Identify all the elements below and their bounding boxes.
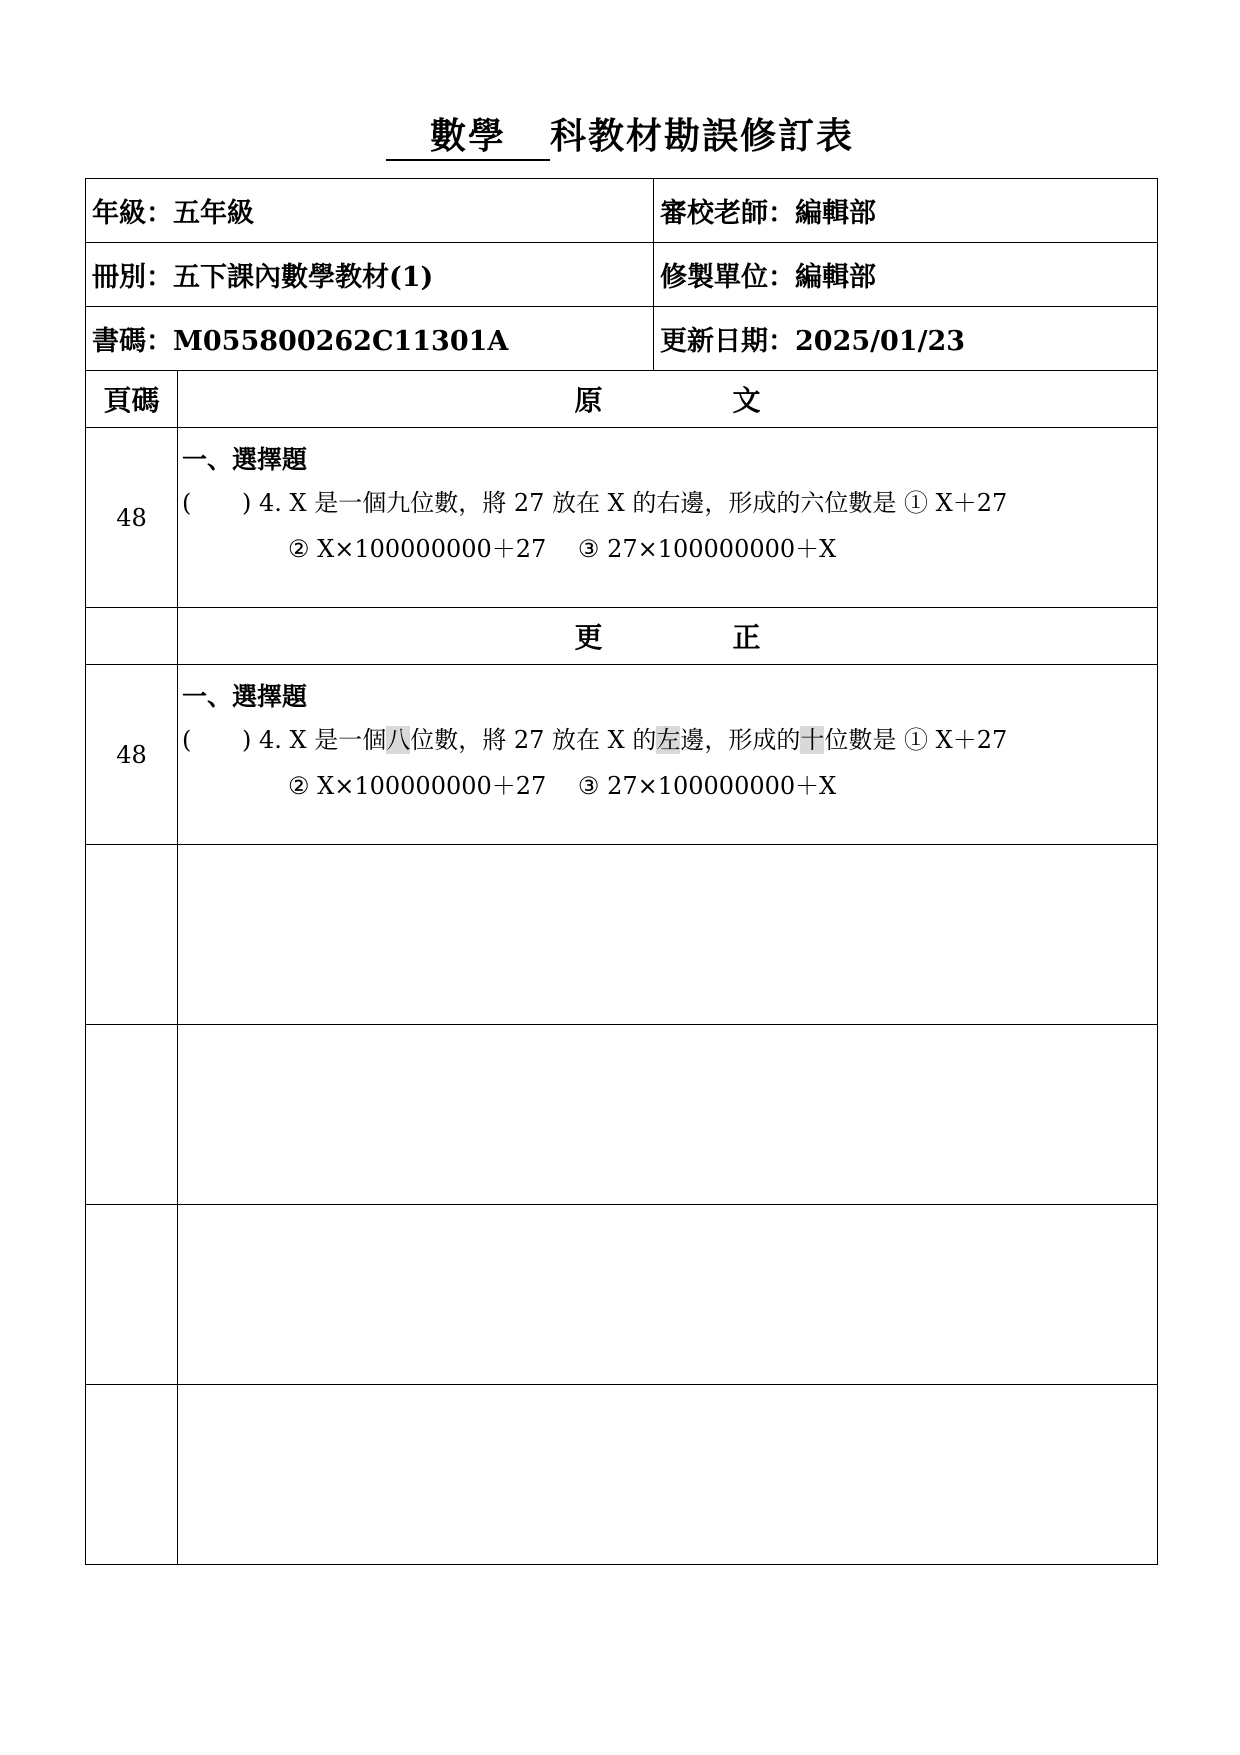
original-header-char-2: 文 (732, 384, 761, 417)
original-question-text: ) 4. X 是一個九位數，將 27 放在 X 的右邊，形成的六位數是 ① X＋27 (242, 489, 1008, 517)
correction-question-text-d: 位數是 ① X＋27 (824, 726, 1008, 754)
empty-row (86, 845, 1158, 1025)
info-row-3 (86, 307, 1158, 371)
empty-page-cell (86, 845, 178, 1025)
correction-highlight-3: 十 (800, 726, 825, 754)
correction-header-char-1: 更 (574, 621, 603, 654)
empty-content-cell (178, 1385, 1158, 1565)
original-content (178, 428, 1158, 608)
empty-row (86, 1385, 1158, 1565)
original-answer-paren: ( (182, 489, 192, 517)
correction-section-title: 一、選擇題 (182, 682, 308, 711)
correction-question-line-1 (182, 717, 1157, 763)
correction-highlight-1: 八 (386, 726, 411, 754)
correction-header-row (86, 608, 1158, 665)
reviewer-cell: 審校老師：編輯部 (654, 179, 1158, 243)
info-row-1 (86, 179, 1158, 243)
correction-highlight-2: 左 (656, 726, 681, 754)
info-row-2 (86, 243, 1158, 307)
original-row (86, 428, 1158, 608)
updated-cell: 更新日期：2025/01/23 (654, 307, 1158, 371)
correction-answer-paren: ( (182, 726, 192, 754)
correction-question-text-a: ) 4. X 是一個 (242, 726, 387, 754)
original-column-header (178, 371, 1158, 428)
correction-row (86, 665, 1158, 845)
original-section-title: 一、選擇題 (182, 445, 308, 474)
title-subject: 數學 (386, 115, 550, 161)
original-header-row (86, 371, 1158, 428)
grade-cell: 年級：五年級 (86, 179, 654, 243)
correction-content (178, 665, 1158, 845)
correction-question-text-c: 邊，形成的 (680, 726, 801, 754)
correction-question-line-2: ② X×100000000＋27 ③ 27×100000000＋X (288, 772, 837, 800)
original-question-line-2: ② X×100000000＋27 ③ 27×100000000＋X (288, 535, 837, 563)
empty-content-cell (178, 1025, 1158, 1205)
unit-cell: 修製單位：編輯部 (654, 243, 1158, 307)
correction-page-header-empty (86, 608, 178, 665)
code-cell: 書碼：M055800262C11301A (86, 307, 654, 371)
empty-row (86, 1025, 1158, 1205)
original-header-char-1: 原 (574, 384, 603, 417)
original-question-line-1 (182, 480, 1157, 526)
title-suffix: 科教材勘誤修訂表 (550, 115, 855, 157)
errata-table (85, 178, 1158, 1565)
empty-content-cell (178, 1205, 1158, 1385)
correction-question-text-b: 位數，將 27 放在 X 的 (410, 726, 657, 754)
volume-cell: 冊別：五下課內數學教材(1) (86, 243, 654, 307)
empty-page-cell (86, 1025, 178, 1205)
page-title (0, 108, 1240, 161)
original-page-number: 48 (86, 428, 178, 608)
empty-content-cell (178, 845, 1158, 1025)
correction-header-char-2: 正 (732, 621, 761, 654)
page-column-header: 頁碼 (86, 371, 178, 428)
correction-column-header (178, 608, 1158, 665)
empty-page-cell (86, 1385, 178, 1565)
empty-page-cell (86, 1205, 178, 1385)
correction-page-number: 48 (86, 665, 178, 845)
empty-row (86, 1205, 1158, 1385)
